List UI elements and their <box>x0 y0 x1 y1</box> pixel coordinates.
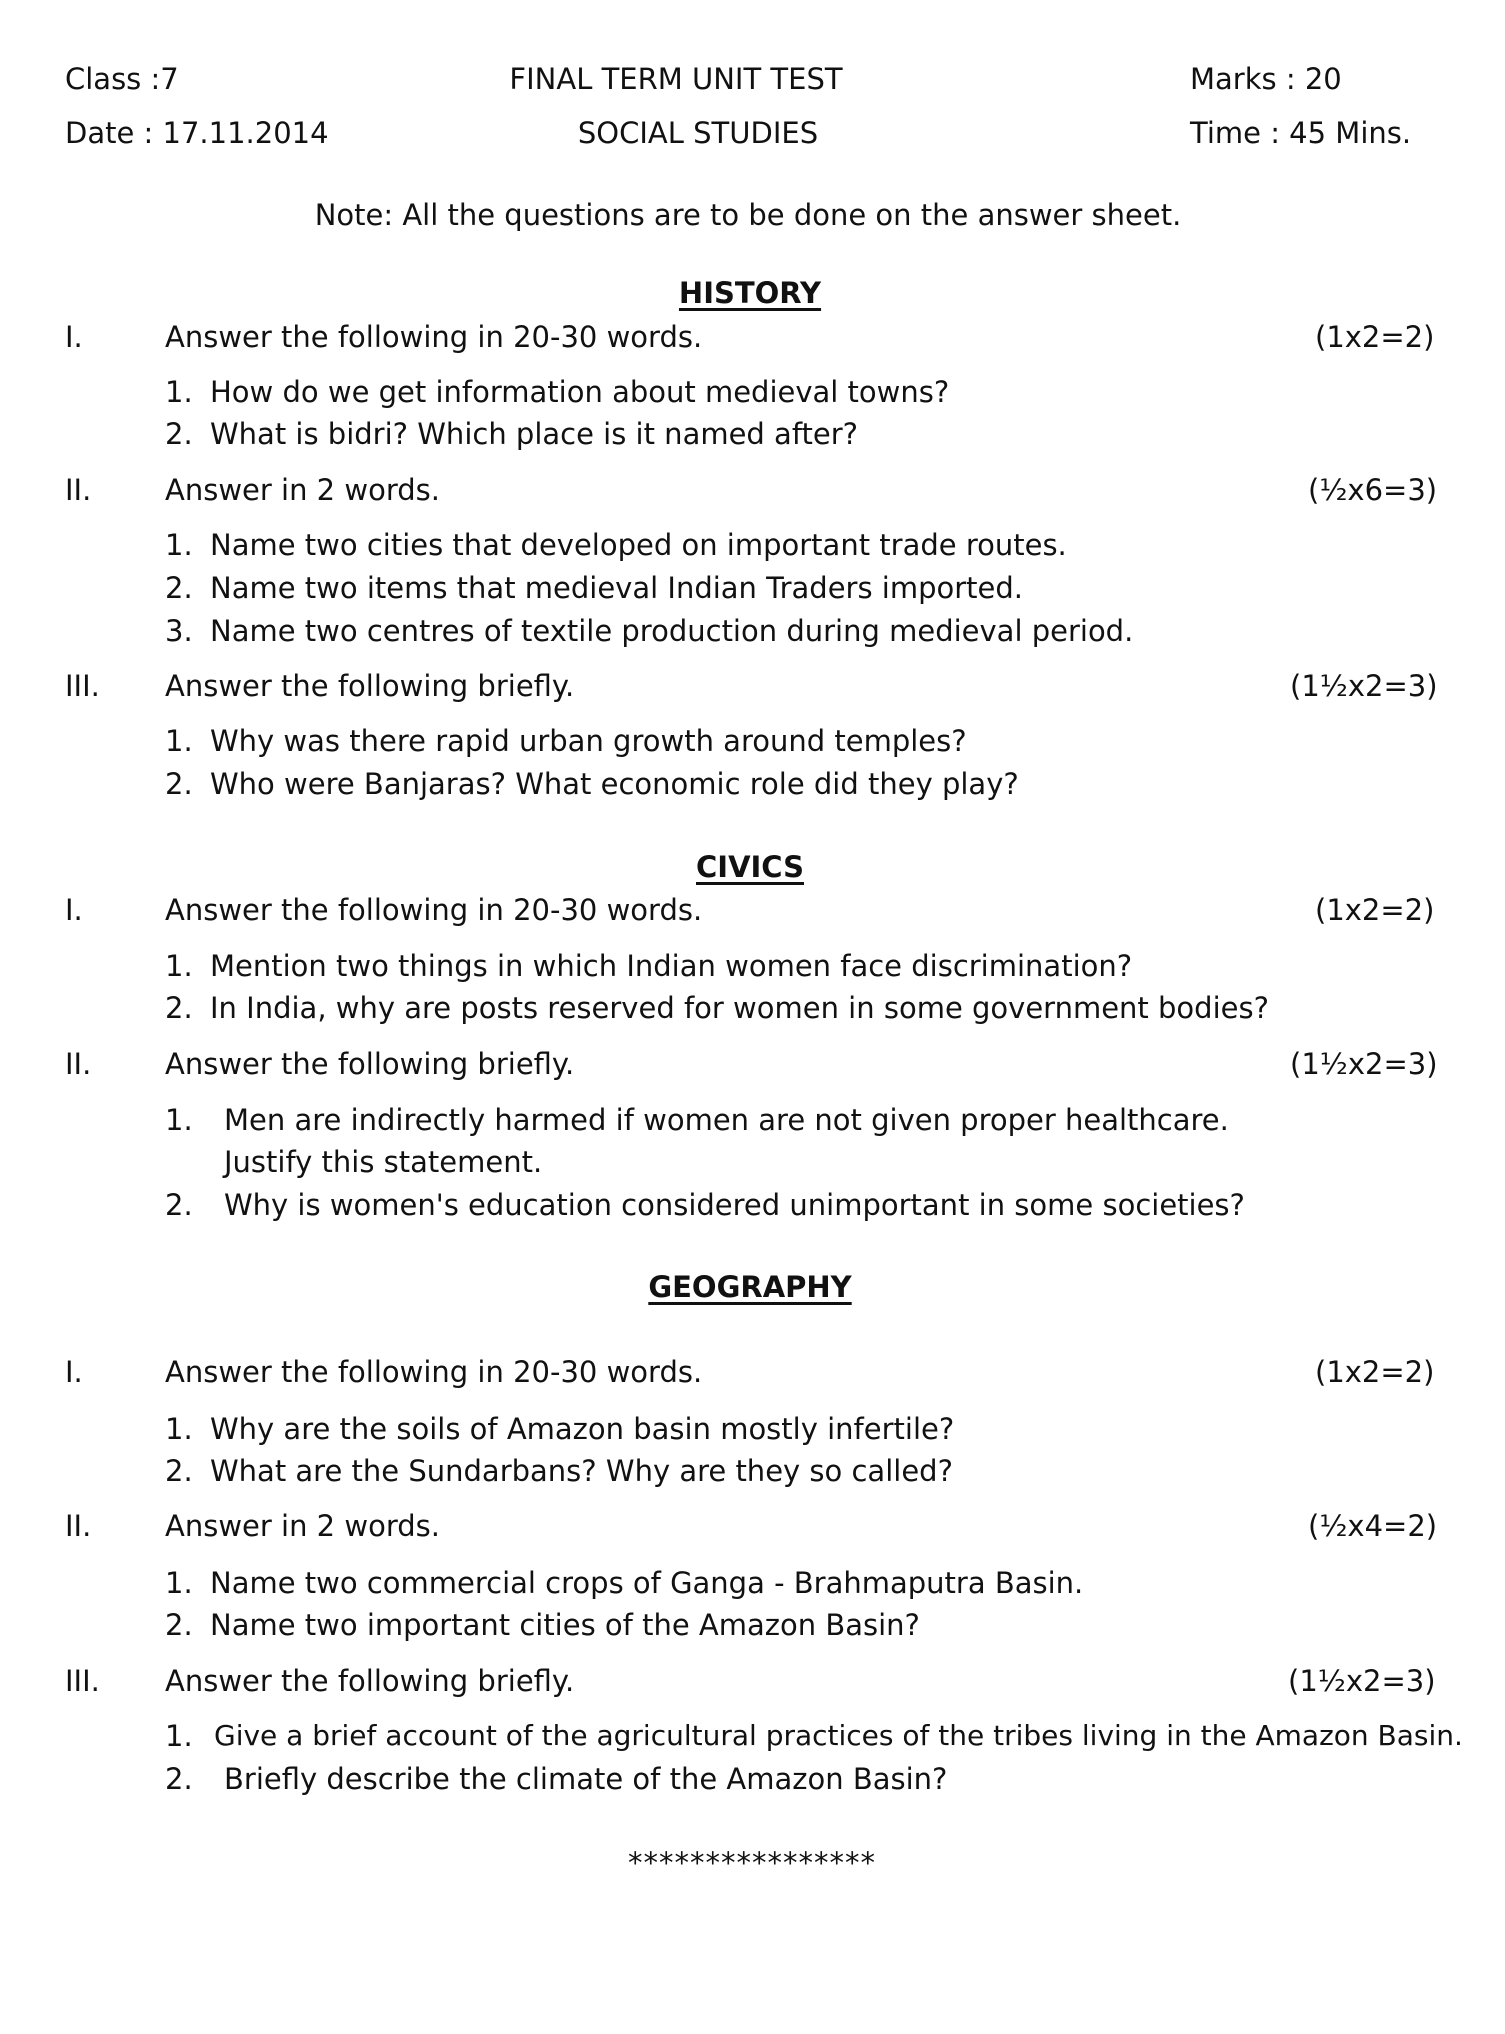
item-number: 1. <box>165 949 193 983</box>
item-number: 2. <box>165 1454 193 1488</box>
question-instruction: Answer the following briefly. <box>165 1664 575 1698</box>
question-marks: (1½x2=3) <box>1288 1664 1436 1698</box>
item-text: Give a brief account of the agricultural practices of the tribes living in the Amazon Basin. <box>214 1719 1463 1752</box>
item-number: 1. <box>165 375 193 409</box>
time-label: Time : 45 Mins. <box>1190 116 1412 150</box>
marks-label: Marks : 20 <box>1190 62 1342 96</box>
item-number: 2. <box>165 991 193 1025</box>
civics-heading: CIVICS <box>695 850 805 884</box>
class-label: Class :7 <box>65 62 179 96</box>
item-number: 1. <box>165 1719 193 1753</box>
question-marks: (1½x2=3) <box>1290 1047 1438 1081</box>
item-text: Name two cities that developed on important trade routes. <box>210 528 1067 562</box>
item-text: In India, why are posts reserved for women in some government bodies? <box>210 991 1269 1025</box>
item-text: Why is women's education considered unimportant in some societies? <box>224 1188 1245 1222</box>
question-instruction: Answer the following briefly. <box>165 669 575 703</box>
end-stars: **************** <box>628 1846 876 1880</box>
item-number: 1. <box>165 1412 193 1446</box>
question-instruction: Answer the following in 20-30 words. <box>165 320 703 354</box>
item-text: Name two commercial crops of Ganga - Brahmaputra Basin. <box>210 1566 1084 1600</box>
item-number: 2. <box>165 1608 193 1642</box>
item-number: 1. <box>165 724 193 758</box>
exam-title: FINAL TERM UNIT TEST <box>509 62 843 96</box>
item-text: What is bidri? Which place is it named after? <box>210 417 859 451</box>
question-marks: (1x2=2) <box>1315 893 1435 927</box>
item-number: 1. <box>165 1566 193 1600</box>
question-numeral: III. <box>65 1664 100 1698</box>
item-text: Why are the soils of Amazon basin mostly infertile? <box>210 1412 955 1446</box>
question-marks: (1x2=2) <box>1315 1355 1435 1389</box>
date-label: Date : 17.11.2014 <box>65 116 329 150</box>
item-number: 2. <box>165 767 193 801</box>
item-number: 2. <box>165 1762 193 1796</box>
item-text-continued: Justify this statement. <box>224 1145 543 1179</box>
item-text: Name two important cities of the Amazon Basin? <box>210 1608 920 1642</box>
question-numeral: I. <box>65 1355 83 1389</box>
question-marks: (½x6=3) <box>1308 473 1438 507</box>
question-instruction: Answer in 2 words. <box>165 1509 440 1543</box>
subject-label: SOCIAL STUDIES <box>577 116 819 150</box>
item-text: Who were Banjaras? What economic role did they play? <box>210 767 1019 801</box>
item-text: Name two items that medieval Indian Traders imported. <box>210 571 1024 605</box>
question-instruction: Answer the following briefly. <box>165 1047 575 1081</box>
question-numeral: III. <box>65 669 100 703</box>
item-number: 2. <box>165 417 193 451</box>
question-numeral: I. <box>65 320 83 354</box>
item-text: Briefly describe the climate of the Amazon Basin? <box>224 1762 948 1796</box>
question-instruction: Answer in 2 words. <box>165 473 440 507</box>
item-text: Men are indirectly harmed if women are not given proper healthcare. <box>224 1103 1229 1137</box>
question-numeral: II. <box>65 473 92 507</box>
note-text: Note: All the questions are to be done on the answer sheet. <box>314 198 1182 232</box>
item-number: 1. <box>165 528 193 562</box>
question-numeral: II. <box>65 1047 92 1081</box>
question-marks: (1x2=2) <box>1315 320 1435 354</box>
question-instruction: Answer the following in 20-30 words. <box>165 1355 703 1389</box>
item-text: Why was there rapid urban growth around temples? <box>210 724 967 758</box>
item-text: Mention two things in which Indian women face discrimination? <box>210 949 1133 983</box>
item-text: Name two centres of textile production during medieval period. <box>210 614 1134 648</box>
geography-heading: GEOGRAPHY <box>648 1270 852 1304</box>
item-number: 2. <box>165 571 193 605</box>
item-text: How do we get information about medieval towns? <box>210 375 950 409</box>
history-heading: HISTORY <box>678 276 822 310</box>
question-marks: (1½x2=3) <box>1290 669 1438 703</box>
item-text: What are the Sundarbans? Why are they so called? <box>210 1454 953 1488</box>
item-number: 2. <box>165 1188 193 1222</box>
item-number: 1. <box>165 1103 193 1137</box>
item-number: 3. <box>165 614 193 648</box>
question-instruction: Answer the following in 20-30 words. <box>165 893 703 927</box>
question-marks: (½x4=2) <box>1308 1509 1438 1543</box>
question-numeral: I. <box>65 893 83 927</box>
question-numeral: II. <box>65 1509 92 1543</box>
